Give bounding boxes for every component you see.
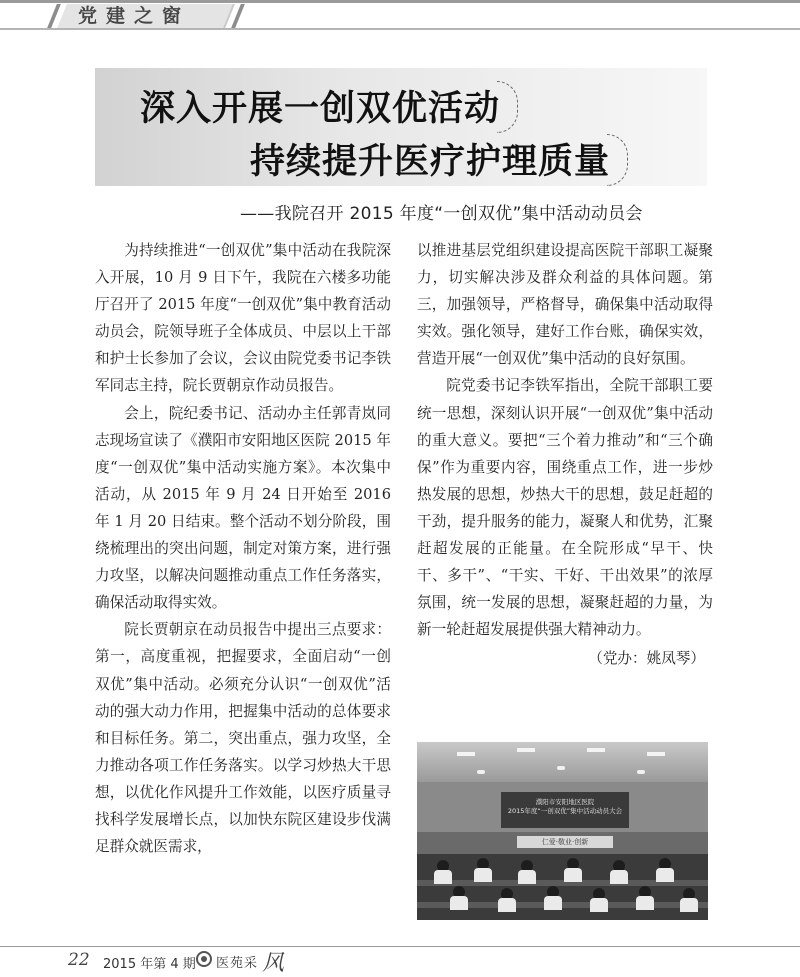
person	[434, 870, 452, 884]
spot-lamp	[477, 770, 485, 774]
issue-label: 2015 年第 4 期	[103, 957, 196, 972]
ceiling-light	[457, 752, 475, 756]
person	[680, 898, 698, 912]
title-line-2: 持续提升医疗护理质量	[240, 132, 628, 188]
spot-lamp	[557, 766, 565, 770]
section-label: 党建之窗	[78, 5, 191, 27]
paragraph: 为持续推进“一创双优”集中活动在我院深入开展，10 月 9 日下午，我院在六楼多功能厅召开了 2015 年度“一创双优”集中教育活动动员会，院领导班子全体成员、中层以上干部和护士长参加了会议，会议由院党委书记李铁军同志主持，院长贾朝京作动员报告。	[95, 242, 391, 395]
person	[636, 896, 654, 910]
header-bottom-rule	[0, 28, 800, 30]
magazine-logo-icon	[196, 951, 212, 967]
article-column-left	[95, 237, 391, 860]
paragraph: 以推进基层党组织建设提高医院干部职工凝聚力，切实解决涉及群众利益的具体问题。第三，加强领导，严格督导，确保集中活动取得实效。强化领导，建好工作台账，确保实效，营造开展“一创双优”集中活动的良好氛围。	[417, 242, 713, 368]
spot-lamp	[637, 770, 645, 774]
person	[498, 898, 516, 912]
banner-line-2: 2015年度“一创双优”集中活动动员大会	[507, 807, 623, 815]
stage-panel: 仁爱·敬业·创新	[517, 836, 613, 848]
paragraph: 会上，院纪委书记、活动办主任郭青岚同志现场宣读了《濮阳市安阳地区医院 2015 年度“一创双优”集中活动实施方案》。本次集中活动，从 2015 年 9 月 24 日开始至 2016 年 1 月 20 日结束。整个活动不划分阶段，围绕梳理出的突出问题，制定对策方案，进行强力攻坚，以解决问题推动重点工作任务落实，确保活动取得实效。	[95, 404, 391, 612]
paragraph: 院党委书记李铁军指出，全院干部职工要统一思想，深刻认识开展“一创双优”集中活动的重大意义。要把“三个着力推动”和“三个确保”作为重要内容，围绕重点工作，进一步炒热发展的思想，炒热大干的思想，鼓足赶超的干劲，提升服务的能力，凝聚人和优势，汇聚赶超发展的正能量。在全院形成“早干、快干、多干”、“干实、干好、干出效果”的浓厚氛围，统一发展的思想，凝聚赶超的力量，为新一轮赶超发展提供强大精神动力。	[417, 377, 713, 639]
person	[656, 868, 674, 882]
person	[610, 870, 628, 884]
magazine-script: 风	[262, 951, 285, 976]
page-number: 22	[68, 950, 90, 970]
ceiling-light	[587, 748, 605, 752]
paragraph: 院长贾朝京在动员报告中提出三点要求：第一，高度重视，把握要求，全面启动“一创双优”集中活动。必须充分认识“一创双优”活动的强大动力作用，把握集中活动的总体要求和目标任务。第二，突出重点，强力攻坚，全力推动各项工作任务落实。以学习炒热大干思想，以优化作风提升工作效能，以医疗质量寻找科学发展增长点，以加快东院区建设步伐满足群众就医需求，	[95, 621, 391, 856]
byline: （党办：姚凤琴）	[588, 650, 705, 668]
person	[590, 898, 608, 912]
banner-line-1: 濮阳市安阳地区医院	[535, 798, 595, 806]
ceiling-light	[647, 752, 665, 756]
subtitle: ——我院召开 2015 年度“一创双优”集中活动动员会	[240, 204, 643, 224]
footer-rule	[0, 946, 800, 947]
person	[544, 896, 562, 910]
title-line-1: 深入开展一创双优活动	[130, 79, 518, 135]
person	[564, 868, 582, 882]
article-column-right	[417, 237, 713, 673]
meeting-photo	[417, 742, 708, 920]
person	[450, 896, 468, 910]
person	[474, 868, 492, 882]
magazine-name: 医苑采	[216, 956, 259, 971]
ceiling-light	[517, 748, 535, 752]
person	[518, 870, 536, 884]
photo-ceiling	[417, 742, 708, 782]
stage-banner	[501, 792, 629, 828]
